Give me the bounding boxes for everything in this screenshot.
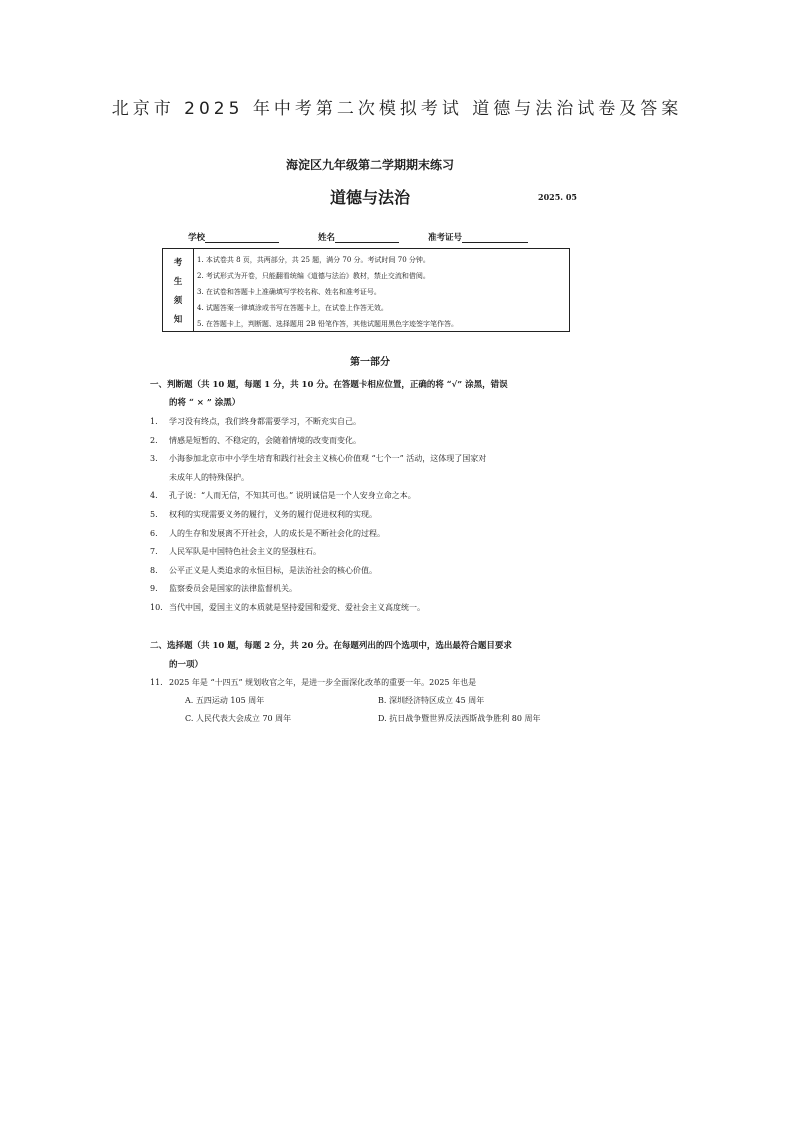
question-2	[150, 435, 361, 446]
notice-label	[163, 249, 194, 331]
name-label: 姓名	[318, 233, 336, 243]
option-c: C. 人民代表大会成立 70 周年	[185, 714, 292, 723]
question-11	[150, 677, 476, 688]
question-text: 小海参加北京市中小学生培育和践行社会主义核心价值观 “七个一” 活动，这体现了国家对	[169, 454, 487, 463]
question-3-cont: 未成年人的特殊保护。	[169, 473, 249, 482]
question-number: 10.	[150, 603, 163, 612]
section1-heading: 一、判断题（共 10 题，每题 1 分，共 10 分。在答题卡相应位置，正确的将 “√” 涂黑，错误	[150, 380, 508, 390]
question-10	[150, 602, 425, 613]
exam-notice-box	[162, 248, 570, 332]
notice-item: 3. 在试卷和答题卡上准确填写学校名称、姓名和准考证号。	[197, 288, 381, 296]
notice-items	[193, 249, 569, 331]
section2-heading-cont: 的一项）	[169, 660, 204, 670]
question-number: 4.	[150, 491, 158, 500]
question-text: 2025 年是 “十四五” 规划收官之年，是进一步全面深化改革的重要一年。2025 年也是	[169, 678, 477, 687]
question-number: 1.	[150, 417, 158, 426]
part-one-title: 第一部分	[350, 357, 390, 368]
question-text: 当代中国，爱国主义的本质就是坚持爱国和爱党、爱社会主义高度统一。	[169, 603, 425, 612]
option-a: A. 五四运动 105 周年	[185, 696, 265, 705]
question-text: 人民军队是中国特色社会主义的坚强柱石。	[169, 547, 321, 556]
section1-heading-cont: 的将 “ × ” 涂黑）	[169, 398, 241, 408]
question-number: 6.	[150, 529, 158, 538]
question-number: 3.	[150, 454, 158, 463]
question-5	[150, 509, 377, 520]
exam-title: 道德与法治	[329, 188, 410, 207]
exam-id-blank	[462, 232, 528, 243]
school-field	[188, 231, 279, 243]
notice-label-char: 须	[173, 295, 183, 306]
question-number: 5.	[150, 510, 158, 519]
question-6	[150, 528, 385, 539]
question-text: 监察委员会是国家的法律监督机关。	[169, 584, 297, 593]
page-title: 北京市 2025 年中考第二次模拟考试 道德与法治试卷及答案	[111, 99, 683, 119]
question-text: 孔子说：“人而无信，不知其可也。” 说明诚信是一个人安身立命之本。	[169, 491, 416, 500]
name-field	[318, 231, 399, 243]
option-d: D. 抗日战争暨世界反法西斯战争胜利 80 周年	[378, 714, 541, 723]
question-4	[150, 490, 416, 501]
question-text: 学习没有终点，我们终身都需要学习，不断充实自己。	[169, 417, 361, 426]
notice-item: 2. 考试形式为开卷，只能翻看统编《道德与法治》教材，禁止交流和借阅。	[197, 272, 430, 280]
exam-id-field	[428, 231, 528, 243]
notice-label-char: 考	[173, 257, 183, 268]
question-text: 人的生存和发展离不开社会，人的成长是不断社会化的过程。	[169, 529, 385, 538]
question-number: 9.	[150, 584, 158, 593]
notice-item: 4. 试题答案一律填涂或书写在答题卡上，在试卷上作答无效。	[197, 304, 388, 312]
section2-heading: 二、选择题（共 10 题，每题 2 分，共 20 分。在每题列出的四个选项中，选出最符合题目要求	[150, 641, 512, 651]
question-8	[150, 565, 377, 576]
question-7	[150, 546, 321, 557]
notice-label-char: 知	[173, 314, 183, 325]
notice-item: 1. 本试卷共 8 页，共两部分，共 25 题，满分 70 分。考试时间 70 分钟。	[197, 256, 430, 264]
name-blank	[335, 232, 399, 243]
option-b: B. 深圳经济特区成立 45 周年	[378, 696, 485, 705]
notice-label-char: 生	[173, 276, 183, 287]
question-text: 权利的实现需要义务的履行，义务的履行促进权利的实现。	[169, 510, 377, 519]
school-blank	[205, 232, 279, 243]
question-text: 公平正义是人类追求的永恒目标，是法治社会的核心价值。	[169, 566, 377, 575]
exam-id-label: 准考证号	[428, 233, 463, 243]
question-number: 11.	[150, 678, 163, 687]
question-1	[150, 416, 361, 427]
question-9	[150, 583, 297, 594]
question-number: 2.	[150, 436, 158, 445]
question-number: 8.	[150, 566, 158, 575]
school-label: 学校	[188, 233, 206, 243]
student-info-row	[188, 231, 588, 245]
question-3	[150, 453, 486, 464]
question-number: 7.	[150, 547, 158, 556]
notice-item: 5. 在答题卡上，判断题、选择题用 2B 铅笔作答，其他试题用黑色字迹签字笔作答。	[197, 320, 458, 328]
exam-date: 2025. 05	[538, 192, 577, 202]
question-text: 情感是短暂的、不稳定的，会随着情境的改变而变化。	[169, 436, 361, 445]
exam-subtitle: 海淀区九年级第二学期期末练习	[285, 158, 454, 172]
